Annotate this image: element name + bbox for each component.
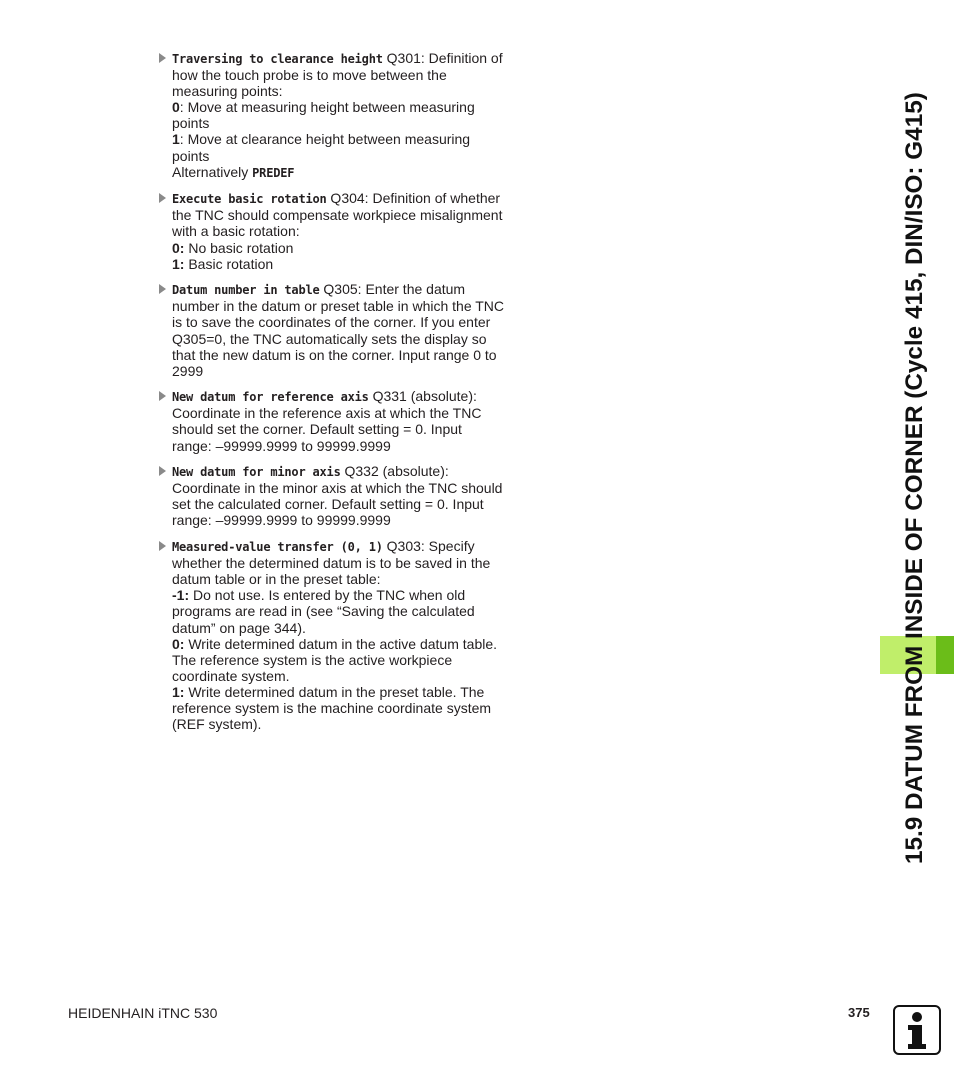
text-run: points [172, 147, 210, 164]
text-run: Q305=0, the TNC automatically sets the display so [172, 330, 487, 347]
text-line [172, 480, 511, 496]
text-line [172, 281, 511, 298]
text-run: No basic rotation [184, 239, 294, 256]
text-run: : Move at measuring height between measuring [179, 99, 475, 116]
text-run: Basic rotation [184, 255, 274, 272]
option-value: 0: [172, 635, 185, 652]
text-line [172, 50, 511, 67]
text-line [172, 421, 511, 437]
text-line [172, 538, 511, 555]
text-line [172, 83, 511, 99]
text-run: Q303: Specify [382, 538, 475, 555]
section-title-vertical: 15.9 DATUM FROM INSIDE OF CORNER (Cycle 415, DIN/ISO: G415) [901, 92, 928, 864]
text-line [172, 496, 511, 512]
text-run: the TNC should compensate workpiece misalignment [172, 207, 503, 224]
text-run: range: –99999.9999 to 99999.9999 [172, 437, 391, 454]
text-line [172, 240, 511, 256]
text-line [172, 668, 511, 684]
text-run: Coordinate in the minor axis at which the TNC should [172, 480, 503, 497]
footer-product-name: HEIDENHAIN iTNC 530 [68, 1005, 218, 1021]
option-value: -1: [172, 587, 190, 604]
parameter-entry [159, 538, 511, 732]
text-run: is to save the coordinates of the corner. If you enter [172, 314, 491, 331]
bullet-arrow-icon [159, 541, 166, 551]
bullet-arrow-icon [159, 284, 166, 294]
parameter-list [159, 50, 511, 742]
text-line [172, 700, 511, 716]
text-run: programs are read in (see “Saving the calculated [172, 603, 475, 620]
text-run: set the calculated corner. Default setting = 0. Input [172, 496, 484, 513]
text-line [172, 298, 511, 314]
text-line [172, 331, 511, 347]
parameter-entry [159, 463, 511, 528]
text-line [172, 636, 511, 652]
text-run: number in the datum or preset table in which the TNC [172, 298, 505, 315]
text-run: (REF system). [172, 716, 262, 733]
text-run: The reference system is the active workpiece [172, 651, 453, 668]
parameter-name: Datum number in table [172, 283, 320, 298]
parameter-entry [159, 388, 511, 453]
text-line [172, 207, 511, 223]
option-value: 0 [172, 99, 180, 116]
text-line [172, 99, 511, 115]
text-line [172, 115, 511, 131]
text-line [172, 603, 511, 619]
text-run: range: –99999.9999 to 99999.9999 [172, 512, 391, 529]
option-value: 1: [172, 683, 185, 700]
text-run: should set the corner. Default setting = 0. Input [172, 421, 462, 438]
text-line [172, 190, 511, 207]
text-line [172, 587, 511, 603]
text-run: measuring points: [172, 83, 283, 100]
page-number: 375 [848, 1005, 870, 1020]
text-run: reference system is the machine coordinate system [172, 699, 492, 716]
text-run: datum” on page 344). [172, 619, 306, 636]
bullet-arrow-icon [159, 391, 166, 401]
text-line [172, 652, 511, 668]
text-run: with a basic rotation: [172, 223, 300, 240]
text-line [172, 148, 511, 164]
text-line [172, 164, 511, 181]
text-line [172, 256, 511, 272]
parameter-name: Measured-value transfer (0, 1) [172, 540, 383, 555]
parameter-name: Traversing to clearance height [172, 52, 383, 66]
text-line [172, 314, 511, 330]
text-line [172, 555, 511, 571]
parameter-entry [159, 190, 511, 271]
text-line [172, 512, 511, 528]
text-line [172, 438, 511, 454]
parameter-entry [159, 50, 511, 181]
text-run: whether the determined datum is to be saved in the [172, 555, 491, 572]
text-run: datum table or in the preset table: [172, 571, 381, 588]
text-run: : Move at clearance height between measuring [179, 131, 471, 148]
option-value: 1: [172, 255, 185, 272]
text-line [172, 223, 511, 239]
chapter-tab-dark [936, 636, 954, 674]
text-line [172, 405, 511, 421]
text-line [172, 684, 511, 700]
parameter-name: New datum for reference axis [172, 390, 369, 405]
bullet-arrow-icon [159, 53, 166, 63]
option-value: 1 [172, 131, 180, 148]
text-run: Write determined datum in the active datum table. [184, 635, 498, 652]
text-run: Q304: Definition of whether [326, 190, 501, 207]
text-run: Write determined datum in the preset table. The [184, 683, 485, 700]
text-line [172, 620, 511, 636]
text-run: 2999 [172, 362, 204, 379]
text-line [172, 571, 511, 587]
info-icon [893, 1005, 941, 1055]
text-run: Q331 (absolute): [368, 388, 477, 405]
info-i-glyph [895, 1007, 939, 1053]
text-line [172, 347, 511, 363]
bullet-arrow-icon [159, 466, 166, 476]
text-run: Q301: Definition of [382, 50, 503, 66]
parameter-name: PREDEF [252, 165, 295, 180]
text-line [172, 716, 511, 732]
parameter-name: Execute basic rotation [172, 192, 327, 207]
text-line [172, 363, 511, 379]
text-run: Q332 (absolute): [340, 463, 449, 480]
text-line [172, 388, 511, 405]
text-run: Coordinate in the reference axis at which the TNC [172, 405, 482, 422]
text-line [172, 463, 511, 480]
text-run: Q305: Enter the datum [319, 281, 466, 298]
text-line [172, 67, 511, 83]
text-run: Do not use. Is entered by the TNC when old [189, 587, 466, 604]
text-run: that the new datum is on the corner. Input range 0 to [172, 346, 497, 363]
parameter-name: New datum for minor axis [172, 465, 341, 480]
text-run: Alternatively [172, 163, 253, 180]
option-value: 0: [172, 239, 185, 256]
parameter-entry [159, 281, 511, 379]
text-run: points [172, 115, 210, 132]
text-line [172, 131, 511, 147]
text-run: coordinate system. [172, 667, 290, 684]
text-run: how the touch probe is to move between the [172, 67, 447, 84]
bullet-arrow-icon [159, 193, 166, 203]
